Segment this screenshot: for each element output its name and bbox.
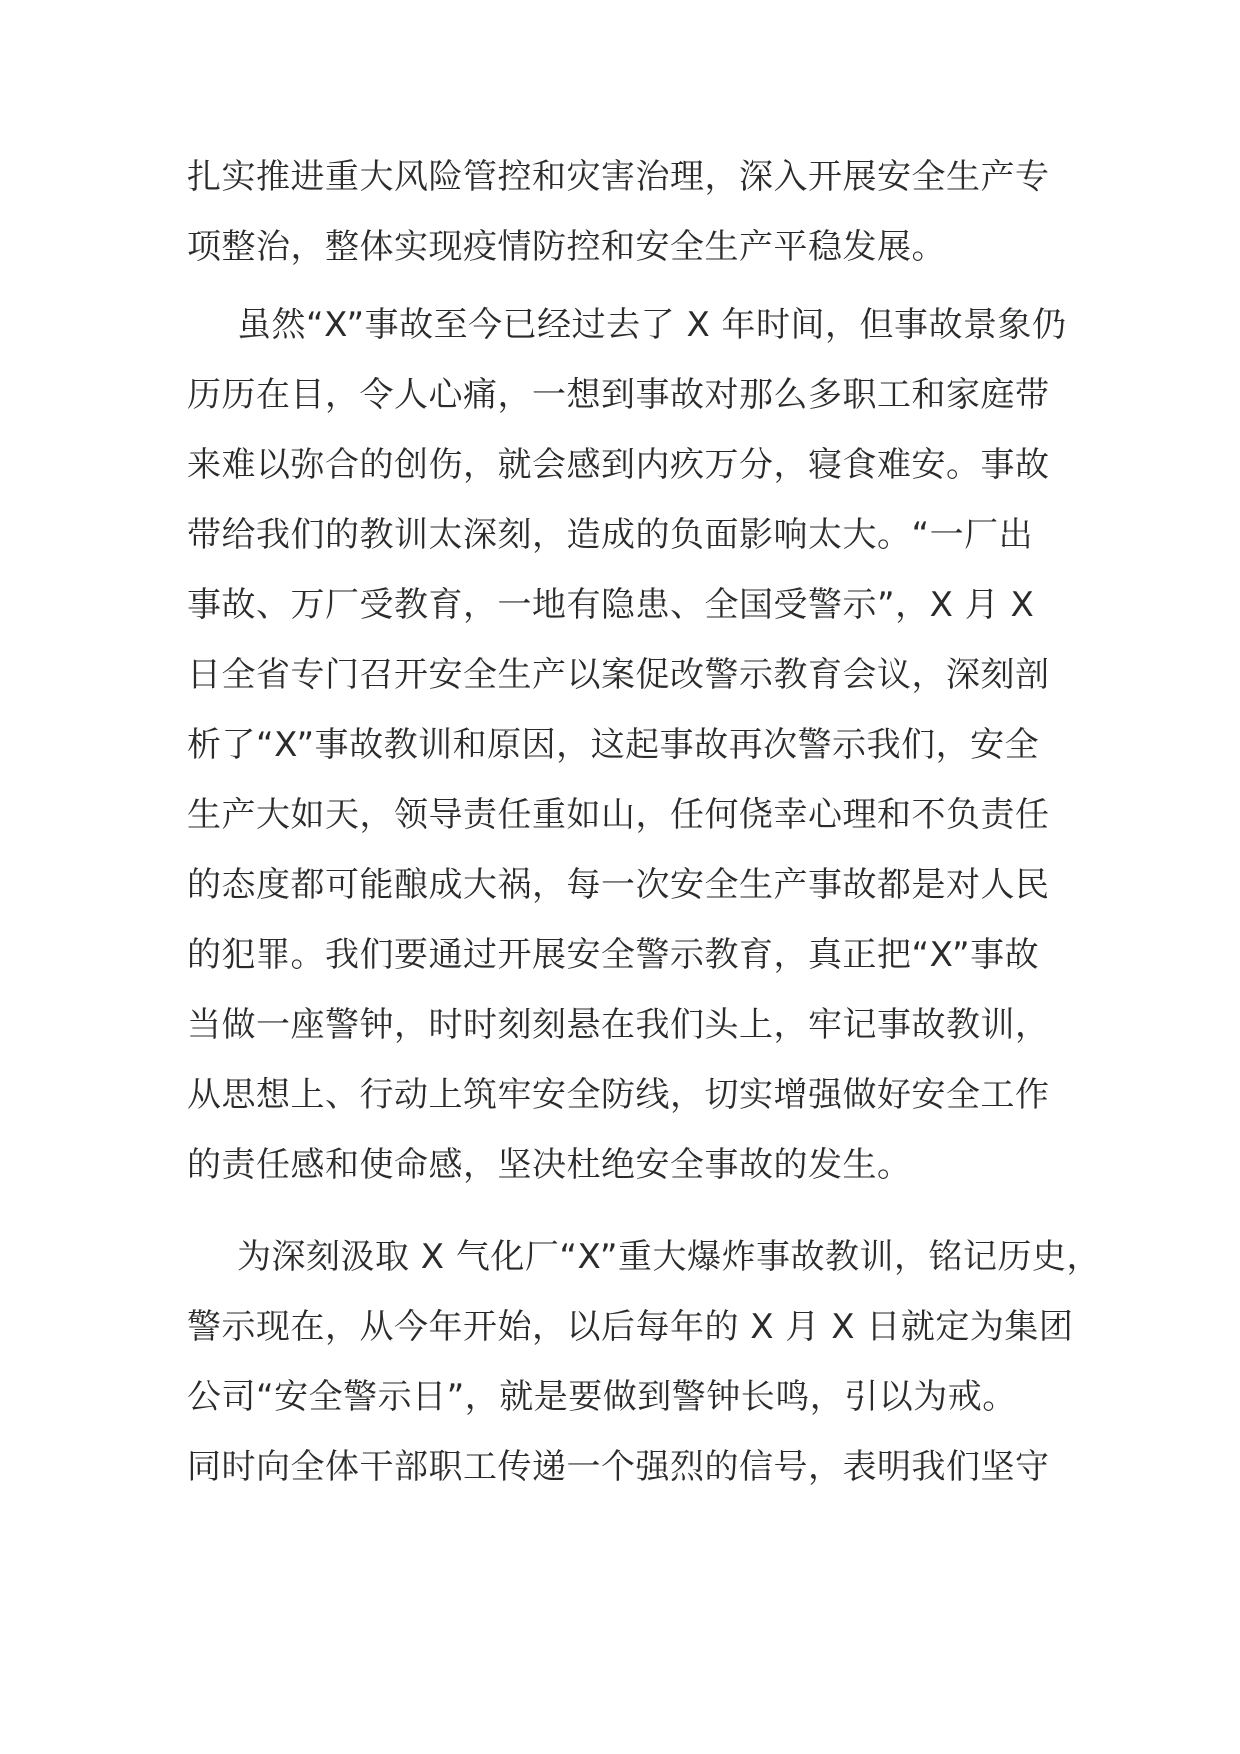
paragraph-line: 历历在目，令人心痛，一想到事故对那么多职工和家庭带 xyxy=(187,375,1050,415)
paragraph-line: 项整治，整体实现疫情防控和安全生产平稳发展。 xyxy=(187,227,946,267)
paragraph-line: 的责任感和使命感，坚决杜绝安全事故的发生。 xyxy=(187,1145,912,1185)
paragraph-line: 的态度都可能酿成大祸，每一次安全生产事故都是对人民 xyxy=(187,865,1050,905)
paragraph-line: 生产大如天，领导责任重如山，任何侥幸心理和不负责任 xyxy=(187,795,1050,835)
paragraph-line: 为深刻汲取 X 气化厂“X”重大爆炸事故教训，铭记历史， xyxy=(237,1237,1102,1277)
paragraph-line: 来难以弥合的创伤，就会感到内疚万分，寝食难安。事故 xyxy=(187,445,1050,485)
paragraph-line: 同时向全体干部职工传递一个强烈的信号，表明我们坚守 xyxy=(187,1447,1050,1487)
paragraph-line: 的犯罪。我们要通过开展安全警示教育，真正把“X”事故 xyxy=(187,935,1040,975)
paragraph-line: 当做一座警钟，时时刻刻悬在我们头上，牢记事故教训， xyxy=(187,1005,1050,1045)
paragraph-line: 从思想上、行动上筑牢安全防线，切实增强做好安全工作 xyxy=(187,1075,1050,1115)
paragraph-line: 日全省专门召开安全生产以案促改警示教育会议，深刻剖 xyxy=(187,655,1050,695)
paragraph-3 xyxy=(187,1222,1102,1502)
paragraph-line: 扎实推进重大风险管控和灾害治理，深入开展安全生产专 xyxy=(187,157,1050,197)
paragraph-line: 虽然“X”事故至今已经过去了 X 年时间，但事故景象仍 xyxy=(237,305,1067,345)
paragraph-line: 警示现在，从今年开始，以后每年的 X 月 X 日就定为集团 xyxy=(187,1307,1074,1347)
paragraph-line: 析了“X”事故教训和原因，这起事故再次警示我们，安全 xyxy=(187,725,1040,765)
paragraph-line: 带给我们的教训太深刻，造成的负面影响太大。“一厂出 xyxy=(187,515,1034,555)
paragraph-line: 事故、万厂受教育，一地有隐患、全国受警示”，X 月 X xyxy=(187,585,1035,625)
paragraph-1 xyxy=(187,142,1087,282)
paragraph-line: 公司“安全警示日”，就是要做到警钟长鸣，引以为戒。 xyxy=(187,1377,1017,1417)
paragraph-2 xyxy=(187,290,1087,1200)
